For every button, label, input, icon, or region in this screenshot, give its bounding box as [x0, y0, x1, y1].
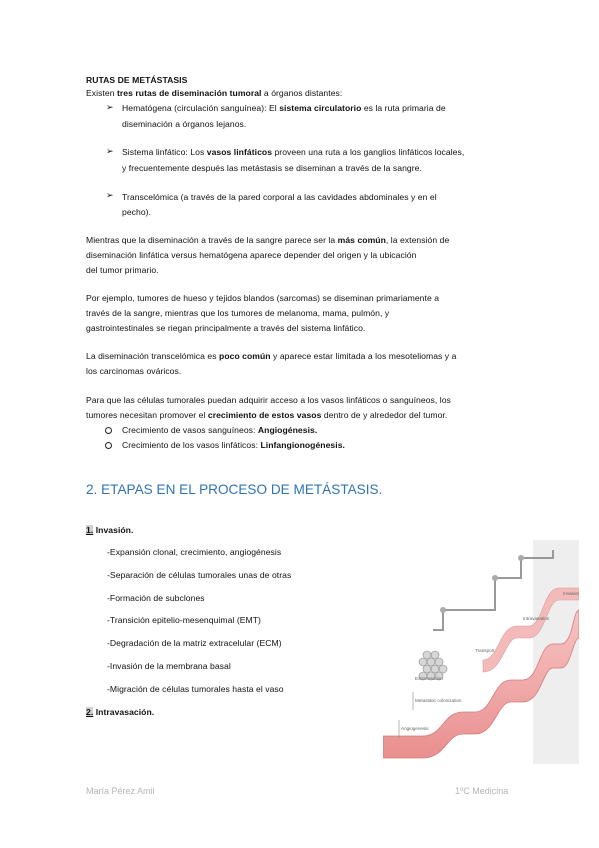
bullet-hematogena-cont: diseminación a órganos lejanos. [122, 119, 247, 129]
step-item: -Invasión de la membrana basal [107, 661, 231, 671]
circle-bullet-icon [105, 427, 112, 434]
figure-label-invasion: Invasion [563, 591, 579, 596]
sub-bullet-angiogenesis: Crecimiento de vasos sanguíneos: Angiogénesis. [122, 425, 318, 435]
section-title: RUTAS DE METÁSTASIS [86, 75, 188, 85]
bullet-transcelomica: Transcelómica (a través de la pared corporal a las cavidades abdominales y en el [122, 192, 437, 202]
step-invasion-heading: 1. Invasión. [86, 525, 134, 535]
section2-heading: 2. ETAPAS EN EL PROCESO DE METÁSTASIS. [86, 482, 383, 497]
step-intravasation-heading: 2. Intravasación. [86, 707, 155, 717]
arrow-bullet-icon: ➢ [106, 190, 114, 200]
bullet-transcelomica-cont: pecho). [122, 207, 152, 217]
sub-bullet-linfangiogenesis: Crecimiento de los vasos linfáticos: Linfangionogénesis. [122, 440, 345, 450]
arrow-node-icon [518, 555, 524, 561]
paragraph-line: través de la sangre, mientras que los tumores de melanoma, mama, pulmón, y [86, 308, 390, 318]
paragraph-line: del tumor primario. [86, 265, 159, 275]
figure-label-intravasation: Intravasation [523, 616, 550, 621]
step-item: -Migración de células tumorales hasta el vaso [107, 684, 284, 694]
paragraph-line: Por ejemplo, tumores de hueso y tejidos blandos (sarcomas) se diseminan primariamente a [86, 293, 440, 303]
paragraph-line: La diseminación transcelómica es poco común y aparece estar limitada a los mesoteliomas y a [86, 351, 457, 361]
metastasis-staircase-figure [383, 540, 579, 764]
bullet-linfatico: Sistema linfático: Los vasos linfáticos proveen una ruta a los ganglios linfáticos locales, [122, 147, 465, 157]
paragraph-line: Para que las células tumorales puedan adquirir acceso a los vasos linfáticos o sanguíneos, los [86, 395, 451, 405]
figure-label-metastatic-colonization: Metastatic colonization [415, 698, 462, 703]
footer-course: 1ºC Medicina [455, 786, 509, 796]
paragraph-line: diseminación linfática versus hematógena aparece depender del origen y la ubicación [86, 250, 417, 260]
step-item: -Degradación de la matriz extracelular (ECM) [107, 638, 282, 648]
arrow-node-icon [492, 575, 498, 581]
step-item: -Expansión clonal, crecimiento, angiogénesis [107, 547, 282, 557]
circle-bullet-icon [105, 442, 112, 449]
paragraph-line: Mientras que la diseminación a través de la sangre parece ser la más común, la extensión de [86, 235, 450, 245]
metastasis-diagram [383, 540, 579, 764]
footer-author: María Pérez Amil [86, 786, 155, 796]
step-item: -Separación de células tumorales unas de otras [107, 570, 292, 580]
figure-label-transport: Transport [475, 648, 495, 653]
intro-line: Existen tres rutas de diseminación tumoral a órganos distantes: [86, 88, 343, 98]
paragraph-line: gastrointestinales se riegan principalmente a través del sistema linfático. [86, 323, 366, 333]
arrow-node-icon [440, 607, 446, 613]
figure-label-angiogenesis: Angiogenesis [401, 726, 429, 731]
arrow-bullet-icon: ➢ [106, 102, 114, 112]
bullet-linfatico-cont: y frecuentemente después las metástasis se diseminan a través de la sangre. [122, 163, 422, 173]
bullet-hematogena: Hematógena (circulación sanguínea): El sistema circulatorio es la ruta primaria de [122, 103, 446, 113]
step-item: -Formación de subclones [107, 593, 205, 603]
arrow-bullet-icon: ➢ [106, 146, 114, 156]
paragraph-line: tumores necesitan promover el crecimiento de estos vasos dentro de y alrededor del tumor. [86, 410, 448, 420]
figure-label-extravasation: Extravasation [415, 676, 443, 681]
paragraph-line: los carcinomas ováricos. [86, 366, 182, 376]
step-item: -Transición epitelio-mesenquimal (EMT) [107, 615, 261, 625]
